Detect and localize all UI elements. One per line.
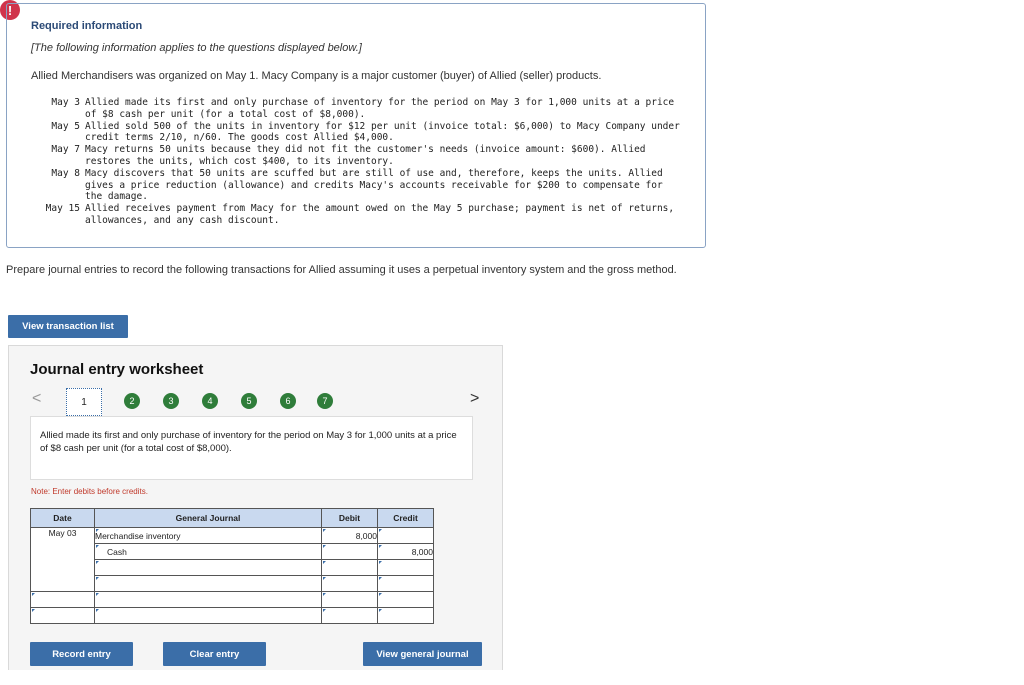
event-item: [30, 203, 680, 227]
tab-transaction-6[interactable]: 6: [280, 393, 296, 409]
input-marker-icon: [96, 609, 99, 612]
event-item: [30, 144, 680, 168]
event-item: [30, 97, 680, 121]
account-field[interactable]: [95, 560, 322, 576]
input-marker-icon: [96, 593, 99, 596]
required-info-intro: Allied Merchandisers was organized on May 1. Macy Company is a major customer (buyer) of Allied (seller) products.: [31, 70, 602, 82]
event-date: May 15: [45, 203, 80, 215]
debit-field[interactable]: [322, 576, 378, 592]
event-date: May 5: [51, 120, 80, 132]
worksheet-title: Journal entry worksheet: [30, 361, 204, 378]
event-date: May 7: [51, 144, 80, 156]
input-marker-icon: [96, 529, 99, 532]
input-marker-icon: [323, 545, 326, 548]
event-item: [30, 121, 680, 145]
input-marker-icon: [96, 561, 99, 564]
event-text: Allied made its first and only purchase of inventory for the period on May 3 for 1,000 units at a price of $8 cash per unit (for a total cost of $8,000).: [85, 97, 675, 120]
alert-icon: !: [0, 0, 20, 20]
table-row: [31, 608, 434, 624]
account-field[interactable]: Merchandise inventory: [95, 528, 322, 544]
debit-field[interactable]: [322, 544, 378, 560]
input-marker-icon: [96, 577, 99, 580]
date-field[interactable]: [31, 592, 95, 608]
input-marker-icon: [323, 593, 326, 596]
credit-field[interactable]: [378, 576, 434, 592]
journal-table: [30, 508, 434, 624]
credit-field[interactable]: [378, 608, 434, 624]
input-marker-icon: [323, 577, 326, 580]
event-text: Macy discovers that 50 units are scuffed but are still of use and, therefore, keeps the units. Allied gives a price reduction (allowance) and credits Macy's accounts receivable for $200 to compensate for the damage.: [85, 167, 663, 203]
clear-entry-button[interactable]: Clear entry: [163, 642, 266, 666]
transaction-description: Allied made its first and only purchase of inventory for the period on May 3 for 1,000 units at a price of $8 cash per unit (for a total cost of $8,000).: [30, 416, 473, 480]
record-entry-button[interactable]: Record entry: [30, 642, 133, 666]
header-credit: Credit: [378, 509, 434, 528]
tab-transaction-1[interactable]: 1: [66, 388, 102, 416]
journal-header-row: [31, 509, 434, 528]
view-general-journal-button[interactable]: View general journal: [363, 642, 482, 666]
header-debit: Debit: [322, 509, 378, 528]
tab-transaction-4[interactable]: 4: [202, 393, 218, 409]
account-field[interactable]: [95, 608, 322, 624]
input-marker-icon: [32, 609, 35, 612]
input-marker-icon: [379, 577, 382, 580]
tab-transaction-2[interactable]: 2: [124, 393, 140, 409]
debit-field[interactable]: [322, 560, 378, 576]
table-row: [31, 528, 434, 544]
input-marker-icon: [323, 529, 326, 532]
date-field[interactable]: [31, 608, 95, 624]
input-marker-icon: [323, 561, 326, 564]
tab-transaction-5[interactable]: 5: [241, 393, 257, 409]
required-info-subtitle: [The following information applies to the questions displayed below.]: [31, 42, 362, 54]
debit-field[interactable]: 8,000: [322, 528, 378, 544]
input-marker-icon: [32, 593, 35, 596]
event-date: May 8: [51, 167, 80, 179]
event-item: [30, 168, 680, 203]
previous-arrow-icon[interactable]: <: [32, 390, 42, 407]
required-info-title: Required information: [31, 20, 143, 32]
account-field[interactable]: Cash: [95, 544, 322, 560]
event-date: May 3: [51, 97, 80, 108]
event-text: Macy returns 50 units because they did not fit the customer's needs (invoice amount: $600). Allied restores the units, which cost $400, to its inventory.: [85, 144, 646, 167]
debit-field[interactable]: [322, 608, 378, 624]
account-field[interactable]: [95, 592, 322, 608]
credit-field[interactable]: [378, 592, 434, 608]
event-text: Allied receives payment from Macy for the amount owed on the May 5 purchase; payment is net of returns, allowances, and any cash discount.: [85, 203, 675, 226]
event-text: Allied sold 500 of the units in inventory for $12 per unit (invoice total: $6,000) to Macy Company under credit terms 2/10, n/60. The goods cost Allied $4,000.: [85, 120, 680, 144]
account-field[interactable]: [95, 576, 322, 592]
view-transaction-list-button[interactable]: View transaction list: [8, 315, 128, 338]
tab-transaction-3[interactable]: 3: [163, 393, 179, 409]
instruction-text: Prepare journal entries to record the following transactions for Allied assuming it uses a perpetual inventory system and the gross method.: [6, 264, 677, 276]
credit-field[interactable]: [378, 560, 434, 576]
table-row: [31, 592, 434, 608]
credit-field[interactable]: 8,000: [378, 544, 434, 560]
input-marker-icon: [379, 529, 382, 532]
input-marker-icon: [379, 609, 382, 612]
transaction-events: [30, 97, 680, 227]
input-marker-icon: [379, 593, 382, 596]
input-marker-icon: [323, 609, 326, 612]
header-date: Date: [31, 509, 95, 528]
next-arrow-icon[interactable]: >: [470, 390, 480, 407]
input-marker-icon: [379, 545, 382, 548]
tab-transaction-7[interactable]: 7: [317, 393, 333, 409]
credit-field[interactable]: [378, 528, 434, 544]
input-marker-icon: [379, 561, 382, 564]
date-cell: May 03: [31, 528, 95, 592]
header-general-journal: General Journal: [95, 509, 322, 528]
input-marker-icon: [96, 545, 99, 548]
debit-field[interactable]: [322, 592, 378, 608]
debits-note: Note: Enter debits before credits.: [31, 487, 148, 496]
